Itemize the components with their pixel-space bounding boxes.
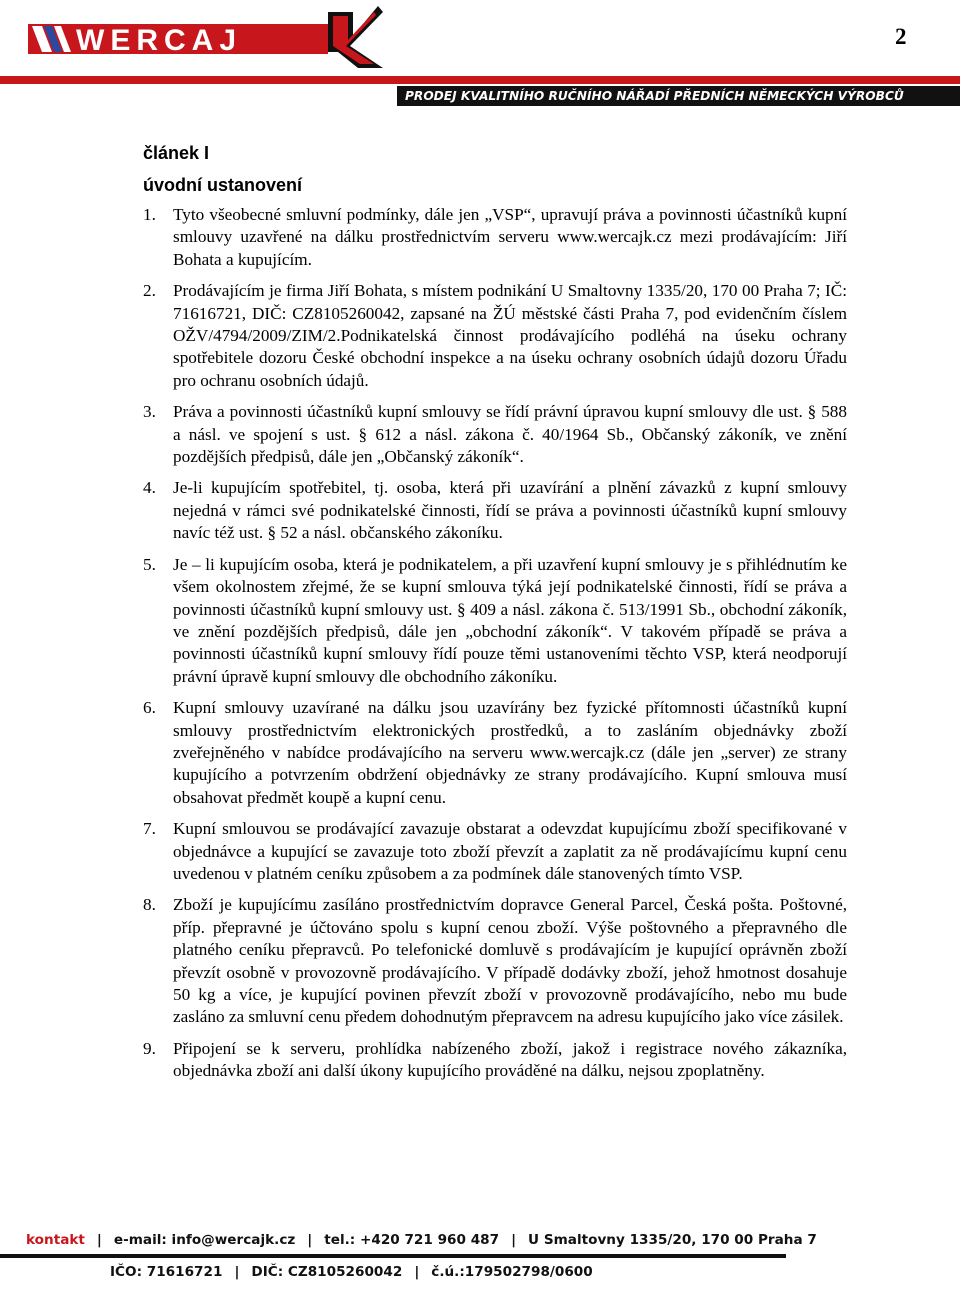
footer-kontakt-label: kontakt [26,1232,85,1248]
article-title: článek I [143,143,210,163]
wercajk-logo [28,6,383,68]
clause-item [143,894,847,1028]
footer-separator: | [511,1232,517,1248]
clause-number: 9. [143,1038,156,1058]
clause-text: Zboží je kupujícímu zasíláno prostřednictvím dopravce General Parcel, Česká pošta. Poštovné, příp. přepravné je účtováno spolu s kupní cenou zboží. Výše poštovného a přepravného dle platného ceníku přepravců. Po telefonické domluvě s prodávajícím je kupující oprávněn zboží převzít osobně v provozovně prodávajícího. V případě dodávky zboží, jehož hmotnost dosahuje 50 kg a více, je kupující povinen převzít zboží v provozovně prodávajícího, nebo mu bude zasláno za smluvní cenu předem dohodnutým přepravcem na adresu kupujícího jako více zásilek. [173,895,847,1027]
clause-item [143,697,847,809]
clause-text: Tyto všeobecné smluvní podmínky, dále jen „VSP“, upravují práva a povinnosti účastníků kupní smlouvy uzavřené na dálku prostřednictvím serveru www.wercajk.cz mezi prodávajícím: Jiří Bohata a kupujícím. [173,205,847,269]
clause-item [143,204,847,271]
footer-dic: DIČ: CZ8105260042 [251,1264,403,1280]
footer-ico: IČO: 71616721 [110,1264,223,1280]
document-body [143,140,847,1092]
clause-number: 4. [143,478,156,498]
footer-phone[interactable]: tel.: +420 721 960 487 [324,1232,500,1248]
clause-number: 2. [143,281,156,301]
clause-list [143,204,847,1083]
footer-separator: | [307,1232,313,1248]
clause-item [143,554,847,688]
clause-text: Připojení se k serveru, prohlídka nabízeného zboží, jakož i registrace nového zákazníka, objednávka zboží ani další úkony kupujícího prováděné na dálku, nejsou zpoplatněny. [173,1038,847,1081]
footer-contact-row [26,1230,817,1250]
clause-number: 1. [143,205,156,224]
header-slogan: PRODEJ KVALITNÍHO RUČNÍHO NÁŘADÍ PŘEDNÍCH NĚMECKÝCH VÝROBCŮ [397,86,960,106]
footer-separator: | [414,1264,420,1280]
footer-address: U Smaltovny 1335/20, 170 00 Praha 7 [528,1232,817,1248]
footer-email[interactable]: e-mail: info@wercajk.cz [113,1232,296,1248]
clause-item [143,818,847,885]
clause-item [143,477,847,544]
footer-separator: | [96,1232,102,1248]
header-divider [0,76,960,84]
svg-text:WERCAJ: WERCAJ [76,24,243,57]
footer-separator: | [234,1264,240,1280]
page-footer [0,1215,960,1289]
footer-account: č.ú.:179502798/0600 [431,1264,593,1280]
clause-item [143,1038,847,1083]
footer-company-row [110,1262,593,1282]
section-title: úvodní ustanovení [143,175,303,195]
clause-text: Kupní smlouvy uzavírané na dálku jsou uzavírány bez fyzické přítomnosti účastníků kupní smlouvy prostřednictvím elektronických prostředků, a to zasláním objednávky zboží zveřejněného v nabídce prodávajícího na serveru www.wercajk.cz (dále jen „server) ze strany kupujícího a potvrzením obdržení objednávky ze strany prodávajícího. Kupní smlouva musí obsahovat předmět koupě a kupní cenu. [173,698,847,807]
page-number: 2 [895,24,907,49]
clause-text: Kupní smlouvou se prodávající zavazuje obstarat a odevzdat kupujícímu zboží specifikované v objednávce a kupující se zavazuje toto zboží převzít a zaplatit za ně prodávajícímu kupní cenu uvedenou v platném ceníku způsobem a za podmínek dále stanovených tímto VSP. [173,819,847,883]
clause-number: 7. [143,819,156,839]
clause-text: Práva a povinnosti účastníků kupní smlouvy se řídí právní úpravou kupní smlouvy dle ust. § 588 a násl. ve spojení s ust. § 612 a násl. zákona č. 40/1964 Sb., Občanský zákoník, ve znění pozdějších předpisů, dále jen „Občanský zákoník“. [173,402,847,467]
clause-item [143,401,847,468]
clause-item [143,280,847,392]
clause-number: 8. [143,895,156,915]
clause-text: Prodávajícím je firma Jiří Bohata, s místem podnikání U Smaltovny 1335/20, 170 00 Praha 7; IČ: 71616721, DIČ: CZ8105260042, zapsané na ŽÚ městské části Praha 7, pod evidenčním číslem OŽV/4794/2009/ZIM/2.Podnikatelská činnost prodávajícího podléhá na úseku ochrany spotřebitele dozoru České obchodní inspekce a na úseku ochrany osobních údajů dozoru Úřadu pro ochranu osobních údajů. [173,281,847,390]
clause-number: 3. [143,402,156,422]
clause-text: Je-li kupujícím spotřebitel, tj. osoba, která při uzavírání a plnění závazků z kupní smlouvy nejedná v rámci své podnikatelské činnosti, řídí se práva a povinnosti účastníků kupní smlouvy navíc též ust. § 52 a násl. občanského zákoníku. [173,478,847,543]
clause-number: 5. [143,554,156,574]
footer-divider [0,1254,786,1258]
clause-number: 6. [143,698,156,718]
page-header [0,0,960,110]
clause-text: Je – li kupujícím osoba, která je podnikatelem, a při uzavření kupní smlouvy je s přihlédnutím ke všem okolnostem zřejmé, že se kupní smlouva týká její podnikatelské činnosti, řídí se práva a povinnosti účastníků kupní smlouvy ust. § 409 a násl. zákona č. 513/1991 Sb., obchodní zákoník, ve znění pozdějších předpisů, dále jen „obchodní zákoník“. V takovém případě se práva a povinnosti účastníků kupní smlouvy řídí pouze těmi ustanoveními těchto VSP, která neodporují právní úpravě kupní smlouvy dle obchodního zákoníku. [173,554,847,686]
